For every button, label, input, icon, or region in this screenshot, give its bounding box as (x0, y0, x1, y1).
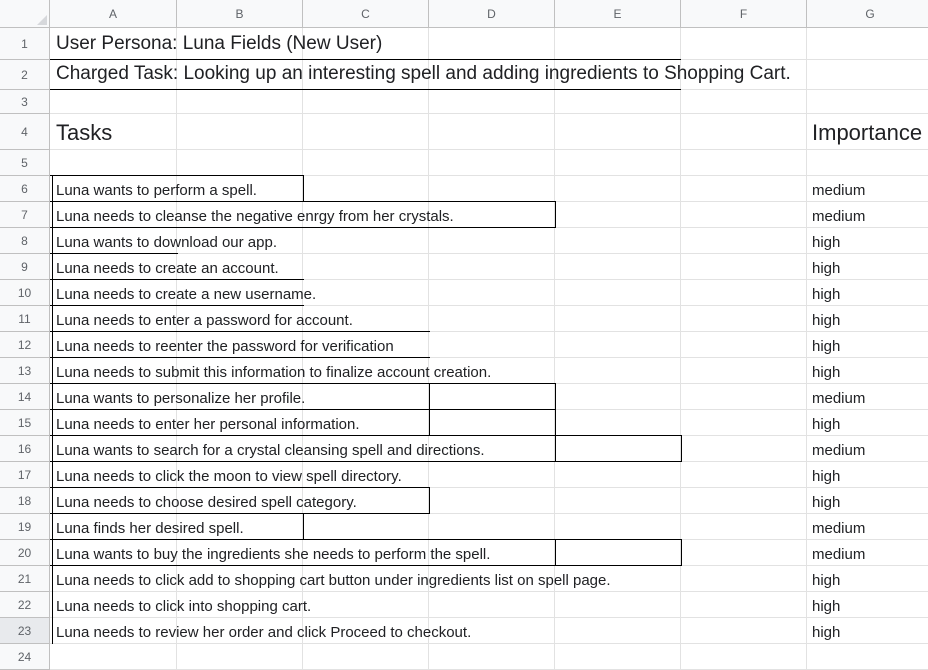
select-all-corner[interactable] (0, 0, 50, 28)
task-text-cell[interactable]: Luna wants to perform a spell. (56, 182, 257, 199)
task-text-cell[interactable]: Luna needs to reenter the password for verification (56, 338, 394, 355)
cell-a4-tasks-header[interactable]: Tasks (56, 120, 113, 145)
row-header-24[interactable]: 24 (0, 644, 50, 670)
row-header-2[interactable]: 2 (0, 60, 50, 90)
row-header-14[interactable]: 14 (0, 384, 50, 410)
row-header-23[interactable]: 23 (0, 618, 50, 644)
horizontal-gridline (50, 643, 928, 644)
task-text-cell[interactable]: Luna wants to download our app. (56, 234, 277, 251)
task-text-cell[interactable]: Luna needs to submit this information to finalize account creation. (56, 364, 492, 381)
row-header-5[interactable]: 5 (0, 150, 50, 176)
row-header-3[interactable]: 3 (0, 90, 50, 114)
row-header-7[interactable]: 7 (0, 202, 50, 228)
row-header-12[interactable]: 12 (0, 332, 50, 358)
column-header-c[interactable]: C (303, 0, 429, 28)
row-header-16[interactable]: 16 (0, 436, 50, 462)
importance-cell[interactable]: medium (812, 182, 866, 199)
importance-cell[interactable]: high (812, 416, 841, 433)
task-text-cell[interactable]: Luna wants to personalize her profile. (56, 390, 306, 407)
row-header-19[interactable]: 19 (0, 514, 50, 540)
cell-border (50, 253, 178, 254)
cell-border (555, 540, 556, 566)
column-header-e[interactable]: E (555, 0, 681, 28)
vertical-gridline (680, 28, 681, 669)
cell-a1-persona[interactable]: User Persona: Luna Fields (New User) (56, 33, 383, 54)
cell-border (50, 89, 681, 90)
cell-border (50, 227, 556, 228)
column-header-d[interactable]: D (429, 0, 555, 28)
row-header-9[interactable]: 9 (0, 254, 50, 280)
importance-cell[interactable]: medium (812, 390, 866, 407)
column-header-f[interactable]: F (681, 0, 807, 28)
task-text-cell[interactable]: Luna needs to click add to shopping cart button under ingredients list on spell page. (56, 572, 611, 589)
row-header-4[interactable]: 4 (0, 114, 50, 150)
cell-border (681, 436, 682, 462)
cell-a2-charged-task[interactable]: Charged Task: Looking up an interesting spell and adding ingredients to Shopping Cart. (56, 63, 791, 84)
row-header-10[interactable]: 10 (0, 280, 50, 306)
horizontal-gridline (50, 617, 928, 618)
cell-border (50, 59, 681, 60)
cell-border (50, 513, 430, 514)
task-text-cell[interactable]: Luna wants to buy the ingredients she needs to perform the spell. (56, 546, 491, 563)
cell-border (50, 487, 430, 488)
task-text-cell[interactable]: Luna needs to click the moon to view spell directory. (56, 468, 402, 485)
cell-border (555, 410, 556, 436)
task-text-cell[interactable]: Luna needs to cleanse the negative enrgy from her crystals. (56, 208, 454, 225)
horizontal-gridline (50, 591, 928, 592)
importance-cell[interactable]: high (812, 260, 841, 277)
task-text-cell[interactable]: Luna needs to create an account. (56, 260, 279, 277)
row-header-15[interactable]: 15 (0, 410, 50, 436)
row-header-20[interactable]: 20 (0, 540, 50, 566)
cell-border (555, 384, 556, 410)
horizontal-gridline (50, 113, 928, 114)
cell-border (50, 175, 304, 176)
cell-border (50, 565, 682, 566)
task-text-cell[interactable]: Luna needs to review her order and click Proceed to checkout. (56, 624, 472, 641)
row-header-17[interactable]: 17 (0, 462, 50, 488)
row-header-18[interactable]: 18 (0, 488, 50, 514)
cell-border (50, 331, 430, 332)
column-header-a[interactable]: A (50, 0, 177, 28)
cell-border (429, 384, 430, 410)
importance-cell[interactable]: high (812, 286, 841, 303)
row-header-13[interactable]: 13 (0, 358, 50, 384)
cell-g4-importance-header[interactable]: Importance (812, 120, 923, 145)
cell-border (303, 514, 304, 540)
importance-cell[interactable]: high (812, 494, 841, 511)
cell-border (50, 279, 304, 280)
importance-cell[interactable]: high (812, 364, 841, 381)
importance-cell[interactable]: high (812, 468, 841, 485)
row-header-22[interactable]: 22 (0, 592, 50, 618)
importance-cell[interactable]: high (812, 572, 841, 589)
column-header-g[interactable]: G (807, 0, 928, 28)
column-header-b[interactable]: B (177, 0, 303, 28)
cell-border (50, 201, 556, 202)
cell-border (555, 202, 556, 228)
cell-border (50, 409, 556, 410)
cell-border (50, 357, 430, 358)
importance-cell[interactable]: medium (812, 546, 866, 563)
task-text-cell[interactable]: Luna needs to click into shopping cart. (56, 598, 312, 615)
horizontal-gridline (50, 149, 928, 150)
task-text-cell[interactable]: Luna needs to enter a password for account. (56, 312, 353, 329)
cell-border (50, 305, 304, 306)
task-text-cell[interactable]: Luna wants to search for a crystal cleansing spell and directions. (56, 442, 485, 459)
importance-cell[interactable]: medium (812, 208, 866, 225)
cell-border (429, 488, 430, 514)
row-header-1[interactable]: 1 (0, 28, 50, 60)
task-text-cell[interactable]: Luna needs to choose desired spell category. (56, 494, 357, 511)
row-header-21[interactable]: 21 (0, 566, 50, 592)
cell-border (429, 410, 430, 436)
cell-border (555, 436, 556, 462)
row-header-8[interactable]: 8 (0, 228, 50, 254)
importance-cell[interactable]: high (812, 598, 841, 615)
task-text-cell[interactable]: Luna needs to enter her personal information. (56, 416, 360, 433)
importance-cell[interactable]: medium (812, 520, 866, 537)
row-header-11[interactable]: 11 (0, 306, 50, 332)
importance-cell[interactable]: medium (812, 442, 866, 459)
cell-border (50, 461, 682, 462)
cell-border (50, 435, 682, 436)
importance-cell[interactable]: high (812, 624, 841, 641)
task-text-cell[interactable]: Luna finds her desired spell. (56, 520, 244, 537)
importance-cell[interactable]: high (812, 234, 841, 251)
horizontal-gridline (50, 253, 928, 254)
importance-cell[interactable]: high (812, 312, 841, 329)
cell-border (303, 176, 304, 202)
cell-border (50, 383, 556, 384)
importance-cell[interactable]: high (812, 338, 841, 355)
row-header-6[interactable]: 6 (0, 176, 50, 202)
cell-border (50, 539, 682, 540)
cell-border (681, 540, 682, 566)
task-text-cell[interactable]: Luna needs to create a new username. (56, 286, 317, 303)
